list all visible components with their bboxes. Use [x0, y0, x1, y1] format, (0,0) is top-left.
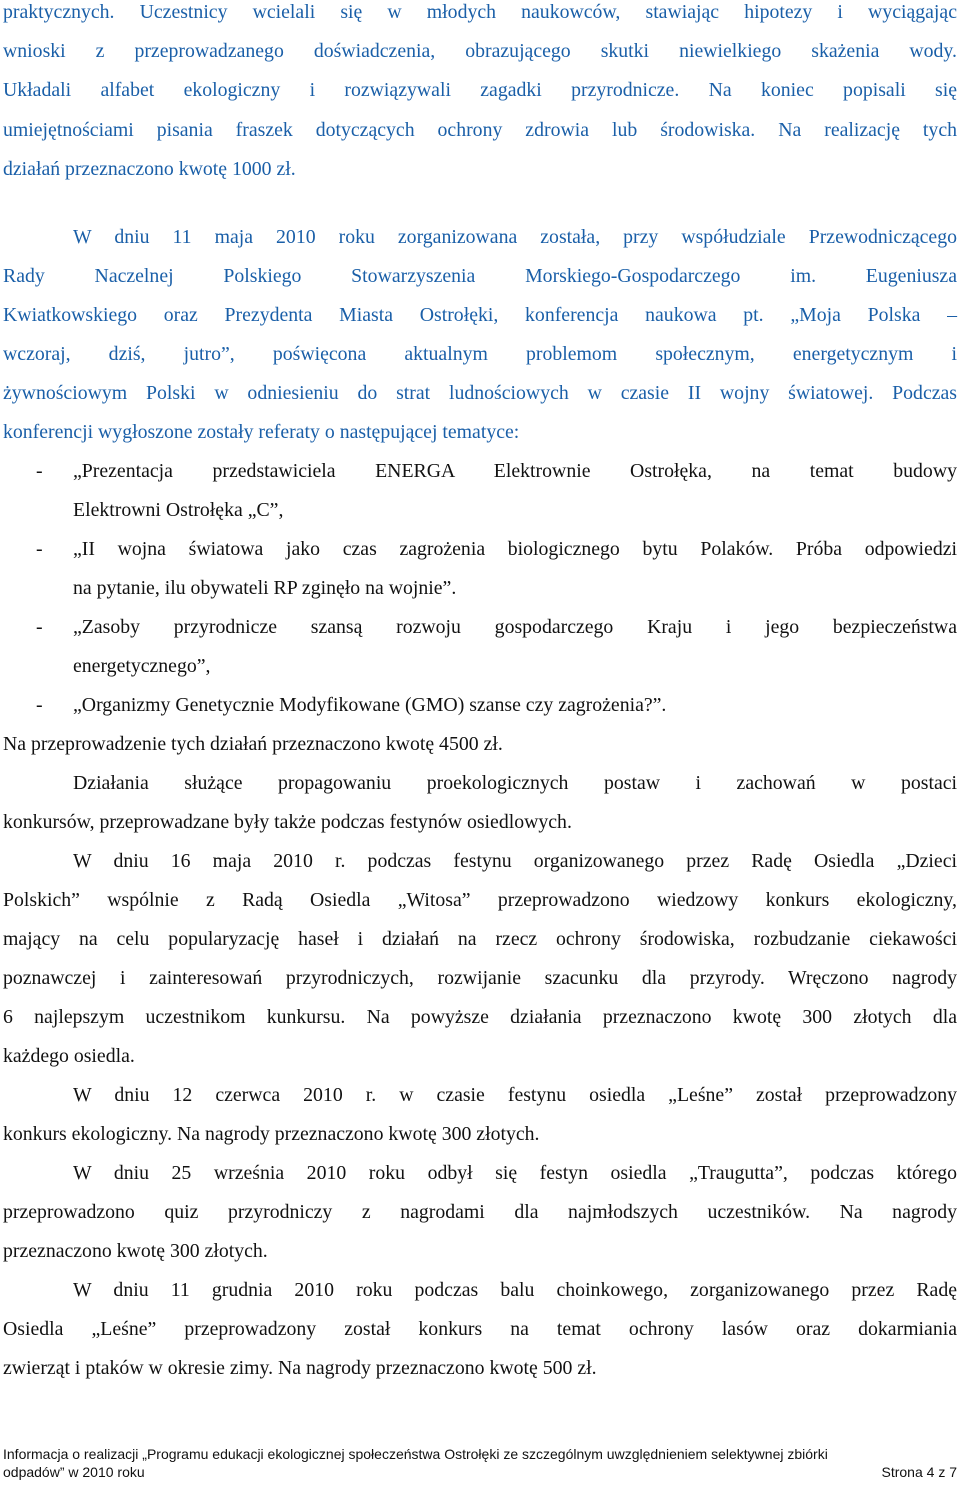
list-item-text: energetycznego”,	[73, 655, 211, 677]
body-text-line: Na przeprowadzenie tych działań przeznaczono kwotę 4500 zł.	[3, 733, 503, 755]
list-item-text: „Prezentacja przedstawiciela ENERGA Elektrownie Ostrołęka, na temat budowy	[73, 460, 957, 482]
body-text-line: przeprowadzono quiz przyrodniczy z nagrodami dla najmłodszych uczestników. Na nagrody	[3, 1201, 957, 1223]
body-text-line: Układali alfabet ekologiczny i rozwiązywali zagadki przyrodnicze. Na koniec popisali się	[3, 79, 957, 101]
page-number: Strona 4 z 7	[881, 1464, 957, 1480]
list-dash: -	[36, 694, 43, 716]
body-text-line: Polskich” wspólnie z Radą Osiedla „Witosa” przeprowadzono wiedzowy konkurs ekologiczny,	[3, 889, 957, 911]
body-text-line: mający na celu popularyzację haseł i działań na rzecz ochrony środowiska, rozbudzanie ciekawości	[3, 928, 957, 950]
body-text-line: konkursów, przeprowadzane były także podczas festynów osiedlowych.	[3, 811, 572, 833]
body-text-line: zwierząt i ptaków w okresie zimy. Na nagrody przeznaczono kwotę 500 zł.	[3, 1357, 597, 1379]
body-text-line: praktycznych. Uczestnicy wcielali się w młodych naukowców, stawiając hipotezy i wyciągając	[3, 1, 957, 23]
body-text-line: Rady Naczelnej Polskiego Stowarzyszenia Morskiego-Gospodarczego im. Eugeniusza	[3, 265, 957, 287]
list-item-text: „Zasoby przyrodnicze szansą rozwoju gospodarczego Kraju i jego bezpieczeństwa	[73, 616, 957, 638]
body-text-line: wczoraj, dziś, jutro”, poświęcona aktualnym problemom społecznym, energetycznym i	[3, 343, 957, 365]
body-text-line: konferencji wygłoszone zostały referaty o następującej tematyce:	[3, 421, 520, 443]
paragraph-first-line: W dniu 12 czerwca 2010 r. w czasie festynu osiedla „Leśne” został przeprowadzony	[73, 1084, 957, 1106]
body-text-line: Kwiatkowskiego oraz Prezydenta Miasta Ostrołęki, konferencja naukowa pt. „Moja Polska –	[3, 304, 957, 326]
paragraph-first-line: Działania służące propagowaniu proekologicznych postaw i zachowań w postaci	[73, 772, 957, 794]
list-dash: -	[36, 460, 43, 482]
body-text-line: żywnościowym Polski w odniesieniu do strat ludnościowych w czasie II wojny światowej. Podczas	[3, 382, 957, 404]
paragraph-first-line: W dniu 11 grudnia 2010 roku podczas balu choinkowego, zorganizowanego przez Radę	[73, 1279, 957, 1301]
list-dash: -	[36, 616, 43, 638]
body-text-line: umiejętnościami pisania fraszek dotyczących ochrony zdrowia lub środowiska. Na realizację tych	[3, 119, 957, 141]
list-item-text: Elektrowni Ostrołęka „C”,	[73, 499, 284, 521]
body-text-line: konkurs ekologiczny. Na nagrody przeznaczono kwotę 300 złotych.	[3, 1123, 540, 1145]
paragraph-first-line: W dniu 11 maja 2010 roku zorganizowana została, przy współudziale Przewodniczącego	[73, 226, 957, 248]
list-item-text: na pytanie, ilu obywateli RP zginęło na wojnie”.	[73, 577, 457, 599]
paragraph-first-line: W dniu 25 września 2010 roku odbył się festyn osiedla „Traugutta”, podczas którego	[73, 1162, 957, 1184]
list-dash: -	[36, 538, 43, 560]
paragraph-first-line: W dniu 16 maja 2010 r. podczas festynu organizowanego przez Radę Osiedla „Dzieci	[73, 850, 957, 872]
list-item-text: „Organizmy Genetycznie Modyfikowane (GMO) szanse czy zagrożenia?”.	[73, 694, 667, 716]
body-text-line: przeznaczono kwotę 300 złotych.	[3, 1240, 268, 1262]
body-text-line: 6 najlepszym uczestnikom kunkursu. Na powyższe działania przeznaczono kwotę 300 złotych dla	[3, 1006, 957, 1028]
body-text-line: każdego osiedla.	[3, 1045, 135, 1067]
footer-bottom-row	[3, 1464, 957, 1481]
footer-line: odpadów” w 2010 roku	[3, 1464, 145, 1480]
body-text-line: poznawczej i zainteresowań przyrodniczych, rozwijanie szacunku dla przyrody. Wręczono nagrody	[3, 967, 957, 989]
list-item-text: „II wojna światowa jako czas zagrożenia biologicznego bytu Polaków. Próba odpowiedzi	[73, 538, 957, 560]
body-text-line: Osiedla „Leśne” przeprowadzony został konkurs na temat ochrony lasów oraz dokarmiania	[3, 1318, 957, 1340]
body-text-line: działań przeznaczono kwotę 1000 zł.	[3, 158, 296, 180]
footer-line: Informacja o realizacji „Programu edukacji ekologicznej społeczeństwa Ostrołęki ze szczególnym uwzględnieniem selektywnej zbiórki	[3, 1446, 828, 1462]
body-text-line: wnioski z przeprowadzanego doświadczenia, obrazującego skutki niewielkiego skażenia wody.	[3, 40, 957, 62]
